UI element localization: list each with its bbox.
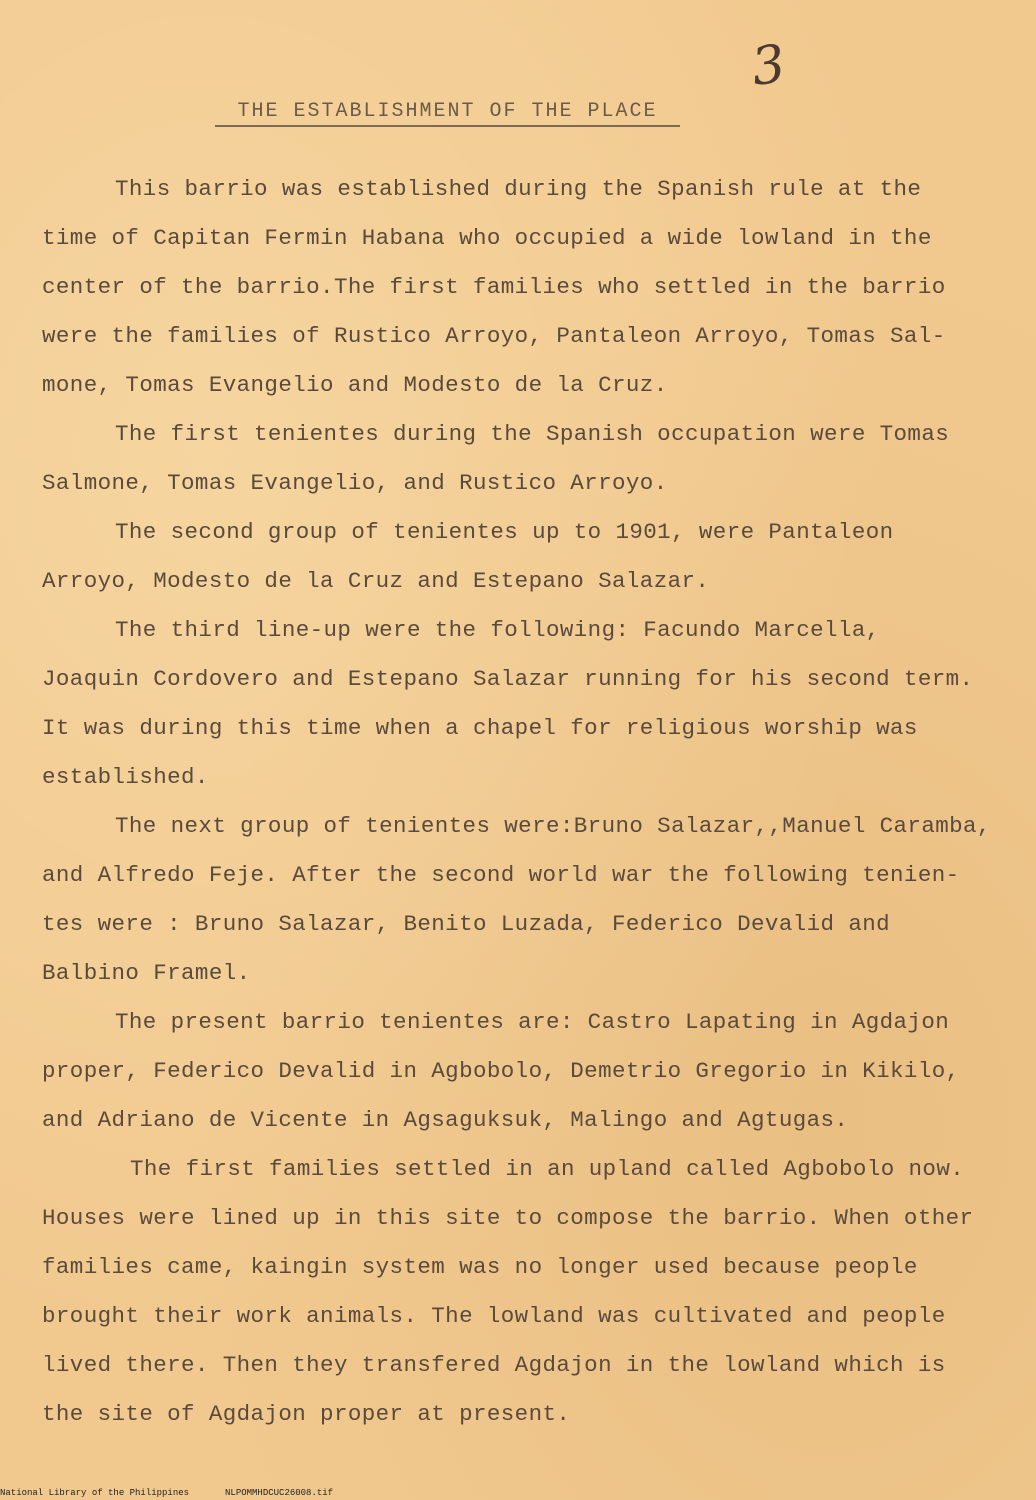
text-line: The next group of tenientes were:Bruno Salazar,,Manuel Caramba,: [115, 813, 991, 839]
text-line: were the families of Rustico Arroyo, Pantaleon Arroyo, Tomas Sal-: [42, 323, 946, 349]
footer-file: NLPOMMHDCUC26008.tif: [225, 1488, 334, 1498]
text-line: Salmone, Tomas Evangelio, and Rustico Arroyo.: [42, 470, 668, 496]
text-line: The first tenientes during the Spanish occupation were Tomas: [115, 421, 950, 447]
body-text: [42, 172, 1007, 1446]
footer: [0, 1488, 333, 1498]
text-line: established.: [42, 764, 209, 790]
text-line: and Adriano de Vicente in Agsaguksuk, Malingo and Agtugas.: [42, 1107, 849, 1133]
text-line: brought their work animals. The lowland was cultivated and people: [42, 1303, 946, 1329]
text-line: It was during this time when a chapel for religious worship was: [42, 715, 918, 741]
text-line: center of the barrio.The first families who settled in the barrio: [42, 274, 946, 300]
text-line: and Alfredo Feje. After the second world war the following tenien-: [42, 862, 960, 888]
text-line: proper, Federico Devalid in Agbobolo, Demetrio Gregorio in Kikilo,: [42, 1058, 960, 1084]
text-line: The third line-up were the following: Facundo Marcella,: [115, 617, 880, 643]
page-title: THE ESTABLISHMENT OF THE PLACE: [215, 100, 680, 127]
text-line: Arroyo, Modesto de la Cruz and Estepano Salazar.: [42, 568, 710, 594]
text-line: families came, kaingin system was no longer used because people: [42, 1254, 918, 1280]
text-line: The first families settled in an upland called Agbobolo now.: [130, 1156, 965, 1182]
text-line: This barrio was established during the Spanish rule at the: [115, 176, 922, 202]
page-number: 3: [747, 33, 790, 99]
text-line: Balbino Framel.: [42, 960, 251, 986]
footer-library: National Library of the Philippines: [0, 1488, 190, 1498]
text-line: The present barrio tenientes are: Castro Lapating in Agdajon: [115, 1009, 950, 1035]
text-line: the site of Agdajon proper at present.: [42, 1401, 571, 1427]
text-line: lived there. Then they transfered Agdajon in the lowland which is: [42, 1352, 946, 1378]
text-line: time of Capitan Fermin Habana who occupied a wide lowland in the: [42, 225, 932, 251]
text-line: tes were : Bruno Salazar, Benito Luzada, Federico Devalid and: [42, 911, 891, 937]
text-line: Houses were lined up in this site to compose the barrio. When other: [42, 1205, 974, 1231]
text-line: mone, Tomas Evangelio and Modesto de la Cruz.: [42, 372, 668, 398]
text-line: Joaquin Cordovero and Estepano Salazar running for his second term.: [42, 666, 974, 692]
text-line: The second group of tenientes up to 1901, were Pantaleon: [115, 519, 894, 545]
